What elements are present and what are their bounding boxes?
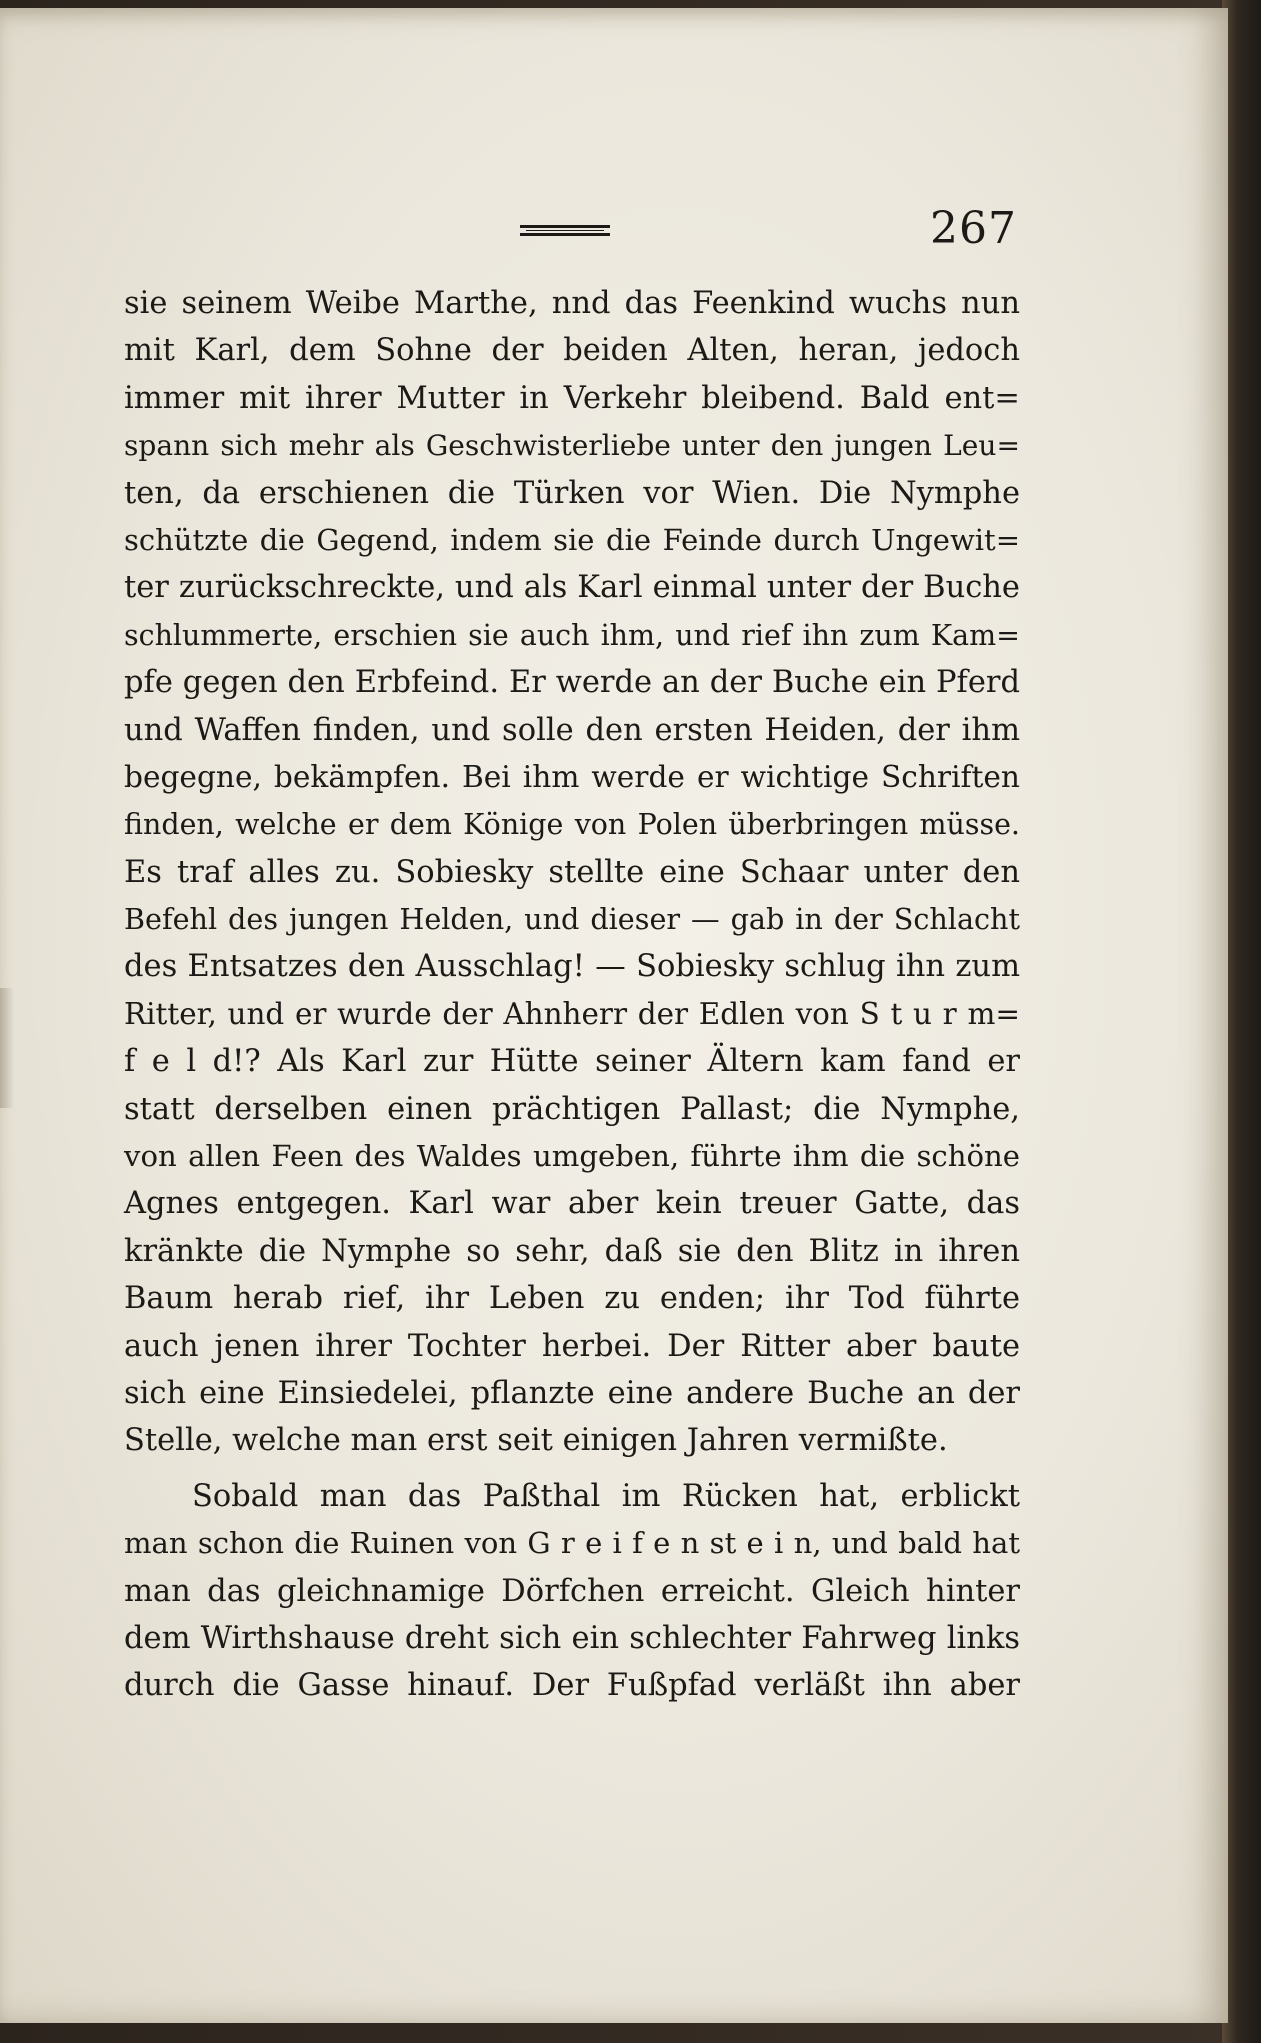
text-line: statt derselben einen prächtigen Pallast; die Nymphe,	[124, 1091, 1020, 1127]
text-line: sie seinem Weibe Marthe, nnd das Feenkind wuchs nun	[124, 286, 1020, 321]
text-line: immer mit ihrer Mutter in Verkehr bleibend. Bald ent=	[124, 380, 1020, 416]
header-ornament-rule	[520, 225, 610, 239]
text-line: kränkte die Nymphe so sehr, daß sie den Blitz in ihren	[124, 1233, 1020, 1269]
text-line: Es traf alles zu. Sobiesky stellte eine Schaar unter den	[124, 854, 1020, 890]
text-line: man das gleichnamige Dörfchen erreicht. Gleich hinter	[124, 1573, 1020, 1609]
text-line: dem Wirthshause dreht sich ein schlechter Fahrweg links	[124, 1620, 1020, 1656]
text-line: sich eine Einsiedelei, pflanzte eine andere Buche an der	[124, 1375, 1020, 1411]
page-smudge	[0, 988, 14, 1108]
book-page	[0, 8, 1228, 2023]
text-line: durch die Gasse hinauf. Der Fußpfad verläßt ihn aber	[124, 1668, 1020, 1704]
page-number: 267	[930, 203, 1017, 254]
page-header	[0, 203, 1228, 263]
text-line: auch jenen ihrer Tochter herbei. Der Ritter aber baute	[124, 1328, 1020, 1364]
text-line: mit Karl, dem Sohne der beiden Alten, heran, jedoch	[124, 333, 1020, 369]
text-line: man schon die Ruinen von G r e i f e n st e i n, und bald hat	[124, 1526, 1020, 1561]
text-line: ten, da erschienen die Türken vor Wien. Die Nymphe	[124, 475, 1020, 511]
text-line: finden, welche er dem Könige von Polen überbringen müsse.	[124, 808, 1020, 842]
text-line: begegne, bekämpfen. Bei ihm werde er wichtige Schriften	[124, 759, 1020, 794]
paragraph-1	[124, 280, 1020, 1465]
text-line: pfe gegen den Erbfeind. Er werde an der Buche ein Pferd	[124, 665, 1020, 701]
text-line: von allen Feen des Waldes umgeben, führte ihm die schöne	[124, 1139, 1020, 1174]
text-line: Ritter, und er wurde der Ahnherr der Edlen von S t u r m=	[124, 996, 1020, 1031]
text-line: schützte die Gegend, indem sie die Feinde durch Ungewit=	[124, 522, 1020, 557]
text-line: Stelle, welche man erst seit einigen Jahren vermißte.	[124, 1423, 948, 1459]
text-line: und Waffen finden, und solle den ersten Heiden, der ihm	[124, 712, 1020, 748]
paragraph-2	[124, 1473, 1020, 1710]
text-line: Sobald man das Paßthal im Rücken hat, erblickt	[192, 1478, 1020, 1514]
text-line: spann sich mehr als Geschwisterliebe unter den jungen Leu=	[124, 429, 1020, 463]
text-line: Agnes entgegen. Karl war aber kein treuer Gatte, das	[124, 1186, 1020, 1222]
text-line: schlummerte, erschien sie auch ihm, und rief ihn zum Kam=	[124, 618, 1020, 652]
text-line: des Entsatzes den Ausschlag! — Sobiesky schlug ihn zum	[124, 949, 1020, 985]
text-line: f e l d!? Als Karl zur Hütte seiner Ältern kam fand er	[124, 1044, 1020, 1080]
text-line: Befehl des jungen Helden, und dieser — gab in der Schlacht	[124, 902, 1020, 937]
text-line: ter zurückschreckte, und als Karl einmal unter der Buche	[124, 570, 1020, 606]
body-text	[124, 280, 1020, 1710]
text-line: Baum herab rief, ihr Leben zu enden; ihr Tod führte	[124, 1281, 1020, 1317]
